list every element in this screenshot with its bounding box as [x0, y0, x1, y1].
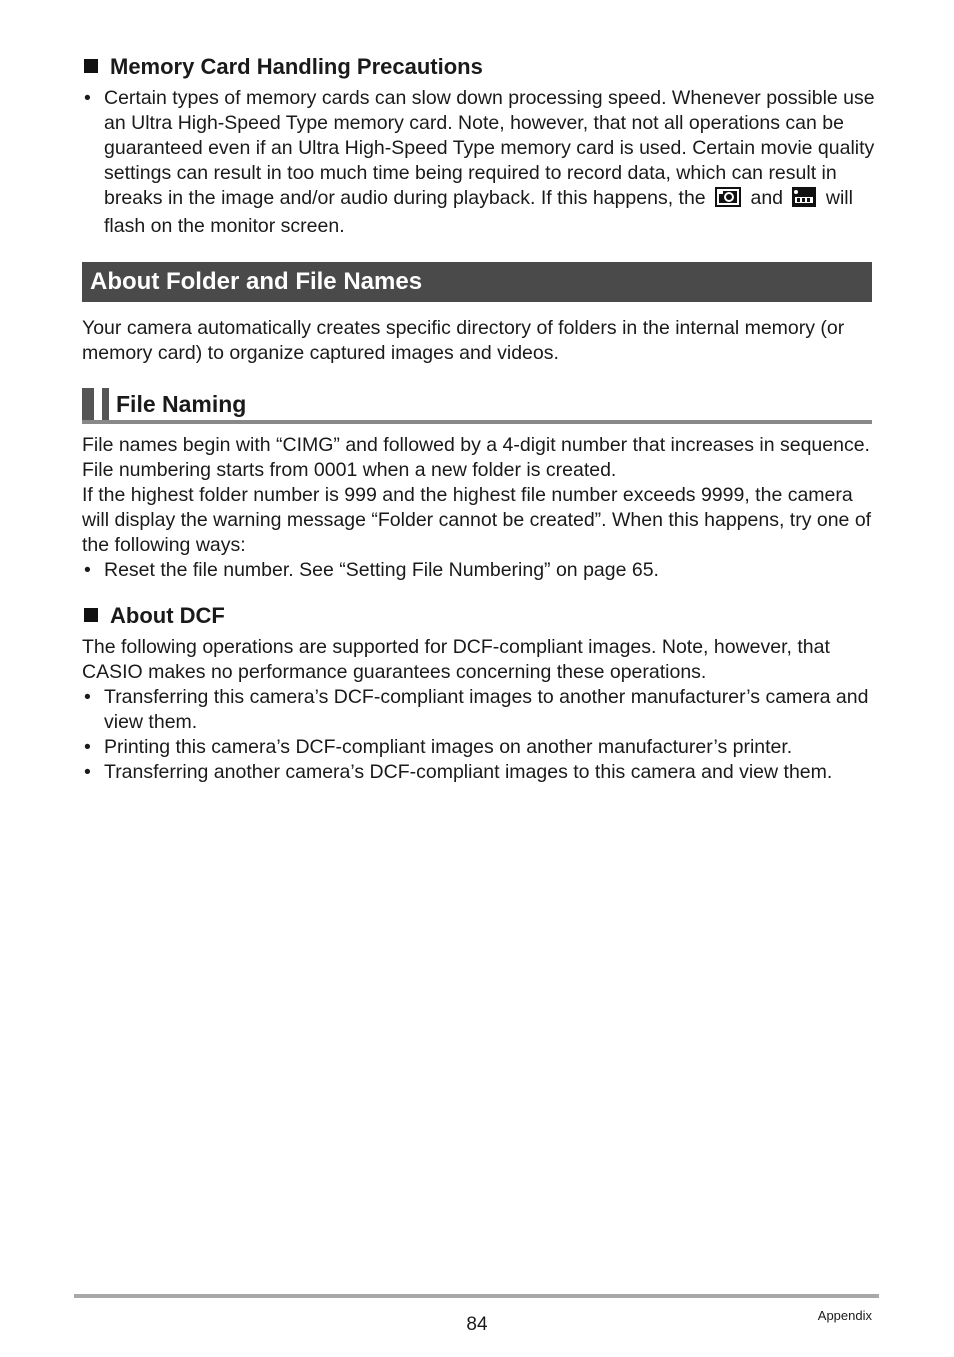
- list-item: • Transferring another camera’s DCF-compliant images to this camera and view them.: [84, 761, 833, 783]
- section-title: About Folder and File Names: [90, 268, 423, 295]
- dcf-intro: The following operations are supported for DCF-compliant images. Note, however, that CASIO makes no performance guarantees concerning these operations.: [82, 636, 830, 683]
- footer-section-label: Appendix: [817, 1308, 872, 1323]
- list-item: • Transferring this camera’s DCF-compliant images to another manufacturer’s camera and view them.: [84, 686, 869, 733]
- dcf-list: [82, 685, 882, 785]
- card-busy-icon: [715, 187, 741, 214]
- list-item: • Printing this camera’s DCF-compliant images on another manufacturer’s printer.: [84, 736, 793, 758]
- list-item: • Certain types of memory cards can slow down processing speed. Whenever possible use an Ultra High-Speed Type memory card. Note, however, that not all operations can be guaranteed even if an Ultra High-Speed Type memory card is used. Certain movie quality settings can result in too much time being required to record data, which can result in breaks in the image and/or audio during playback. If this happens, the and will flash on the monitor screen.: [84, 87, 875, 237]
- movie-rec-icon: [792, 187, 816, 214]
- square-bullet-icon: [84, 608, 98, 622]
- file-naming-para-2: If the highest folder number is 999 and the highest file number exceeds 9999, the camera will display the warning message “Folder cannot be created”. When this happens, try one of the following ways:: [82, 484, 872, 556]
- file-naming-heading: File Naming: [82, 386, 872, 424]
- heading-bar-decoration: [102, 388, 109, 422]
- page-number: 84: [466, 1314, 488, 1335]
- file-naming-list: [82, 558, 882, 583]
- memory-card-heading: Memory Card Handling Precautions: [84, 54, 483, 80]
- file-naming-para-1: File names begin with “CIMG” and followed by a 4-digit number that increases in sequence. File numbering starts from 0001 when a new folder is created.: [82, 434, 870, 481]
- dcf-heading: About DCF: [84, 603, 225, 629]
- square-bullet-icon: [84, 59, 98, 73]
- section-title-bar: [82, 262, 872, 302]
- memory-card-list: [82, 86, 882, 239]
- section-intro: Your camera automatically creates specific directory of folders in the internal memory (or memory card) to organize captured images and videos.: [82, 317, 845, 364]
- heading-underline: [82, 420, 872, 424]
- list-item: • Reset the file number. See “Setting File Numbering” on page 65.: [84, 559, 659, 581]
- footer-divider: [74, 1294, 879, 1298]
- heading-bar-decoration: [82, 388, 94, 422]
